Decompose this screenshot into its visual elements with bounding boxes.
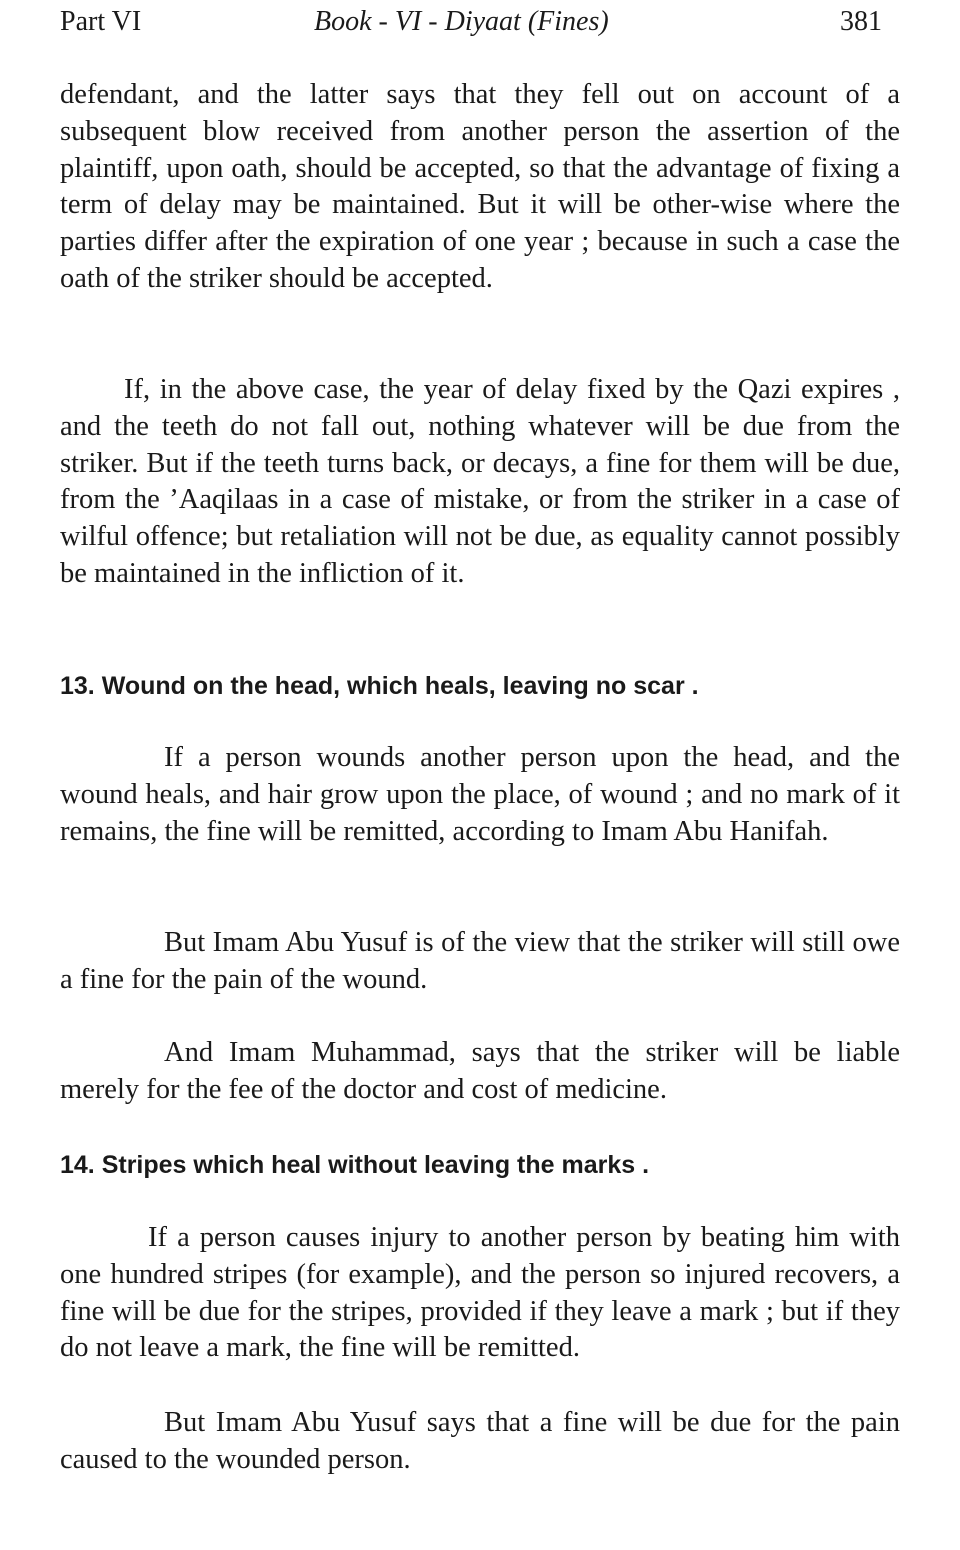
section-14-paragraph-2: But Imam Abu Yusuf says that a fine will be due for the pain caused to the wounded person. (60, 1407, 900, 1475)
book-title: Book - VI - Diyaat (Fines) (314, 6, 609, 37)
running-header (60, 4, 882, 40)
section-13-paragraph-1: If a person wounds another person upon the head, and the wound heals, and hair grow upon the place, of wound ; and no mark of it remains, the fine will be remitted, according to Imam Abu Hanifah. (60, 742, 900, 847)
part-label: Part VI (60, 6, 142, 37)
section-14-paragraph-1: If a person causes injury to another person by beating him with one hundred stripes (for example), and the person so injured recovers, a fine will be due for the stripes, provided if they leave a mark ; but if they do not leave a mark, the fine will be remitted. (60, 1222, 900, 1364)
section-14-heading: 14. Stripes which heal without leaving the marks . (60, 1151, 650, 1179)
section-13-paragraph-3: And Imam Muhammad, says that the striker will be liable merely for the fee of the doctor and cost of medicine. (60, 1037, 900, 1105)
paragraph-continued: defendant, and the latter says that they fell out on account of a subsequent blow received from another person the assertion of the plaintiff, upon oath, should be accepted, so that the advantage of fixing a term of delay may be maintained. But it will be other-wise where the parties differ after the expiration of one year ; because in such a case the oath of the striker should be accepted. (60, 79, 900, 294)
section-13-heading: 13. Wound on the head, which heals, leaving no scar . (60, 672, 699, 700)
paragraph-teeth-delay: If, in the above case, the year of delay fixed by the Qazi expires , and the teeth do not fall out, nothing whatever will be due from the striker. But if the teeth turns back, or decays, a fine for them will be due, from the ’Aaqilaas in a case of mistake, or from the striker in a case of wilful offence; but retaliation will not be due, as equality cannot possibly be maintained in the infliction of it. (60, 374, 900, 589)
page-number: 381 (840, 6, 882, 37)
section-13-paragraph-2: But Imam Abu Yusuf is of the view that the striker will still owe a fine for the pain of the wound. (60, 927, 900, 995)
